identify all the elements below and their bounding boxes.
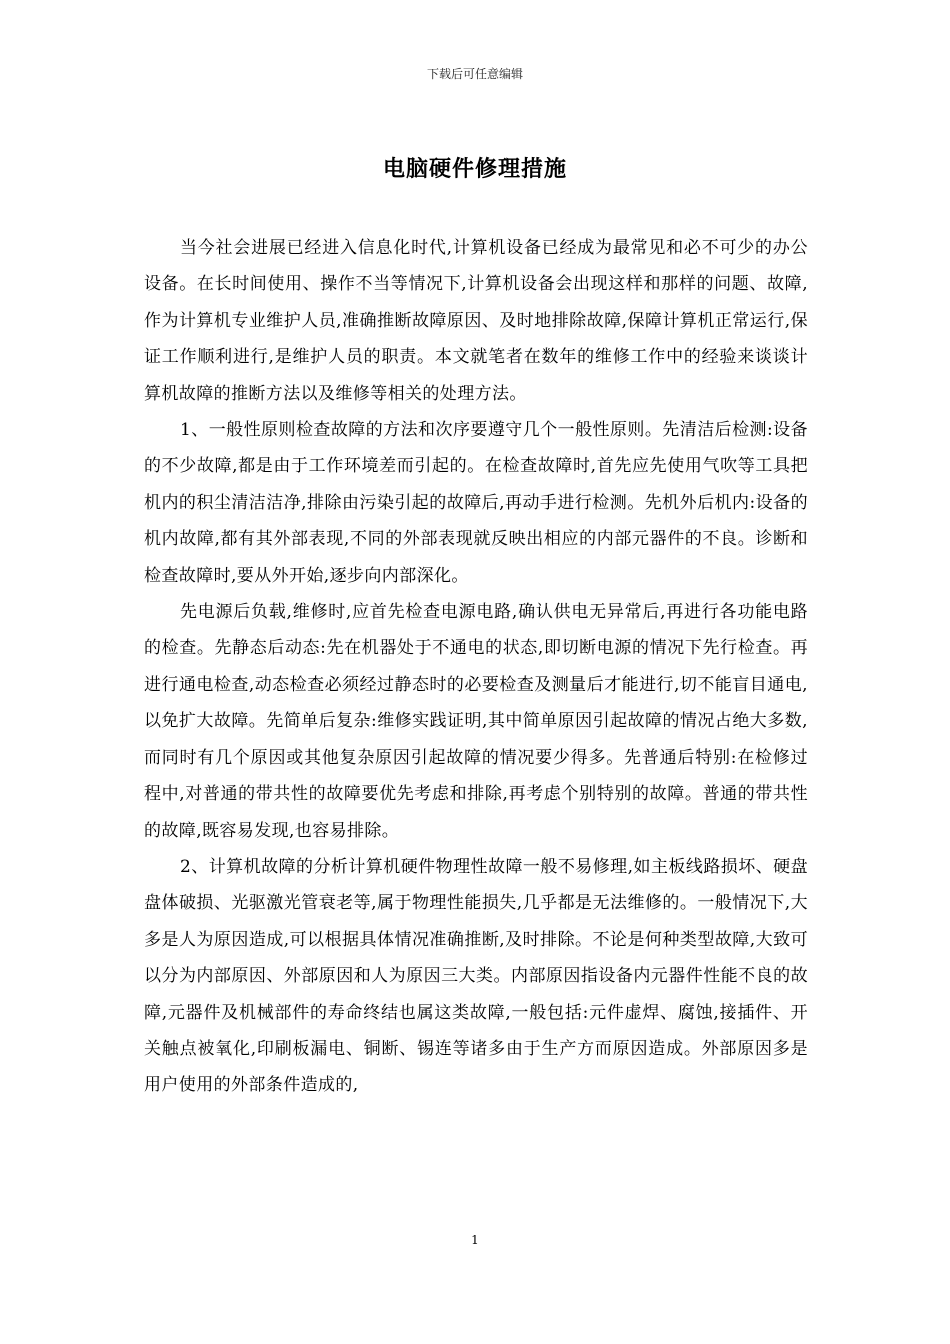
paragraph-power-before-load: 先电源后负载,维修时,应首先检查电源电路,确认供电无异常后,再进行各功能电路的检查。先静态后动态:先在机器处于不通电的状态,即切断电源的情况下先行检查。再进行通电检查,动态检查必须经过静态时的必要检查及测量后才能进行,切不能盲目通电,以免扩大故障。先简单后复杂:维修实践证明,其中简单原因引起故障的情况占绝大多数,而同时有几个原因或其他复杂原因引起故障的情况要少得多。先普通后特别:在检修过程中,对普通的带共性的故障要优先考虑和排除,再考虑个别特别的故障。普通的带共性的故障,既容易发现,也容易排除。 — [144, 602, 808, 841]
page-header-note: 下载后可任意编辑 — [426, 67, 523, 81]
paragraph-fault-analysis: 2、计算机故障的分析计算机硬件物理性故障一般不易修理,如主板线路损坏、硬盘盘体破损、光驱激光管衰老等,属于物理性能损失,几乎都是无法维修的。一般情况下,大多是人为原因造成,可以根据具体情况准确推断,及时排除。不论是何种类型故障,大致可以分为内部原因、外部原因和人为原因三大类。内部原因指设备内元器件性能不良的故障,元器件及机械部件的寿命终结也属这类故障,一般包括:元件虚焊、腐蚀,接插件、开关触点被氧化,印刷板漏电、铜断、锡连等诸多由于生产方而原因造成。外部原因多是用户使用的外部条件造成的, — [144, 856, 808, 1096]
document-body — [144, 230, 808, 1104]
page-number: 1 — [471, 1233, 479, 1247]
paragraph-intro: 当今社会进展已经进入信息化时代,计算机设备已经成为最常见和必不可少的办公设备。在长时间使用、操作不当等情况下,计算机设备会出现这样和那样的问题、故障,作为计算机专业维护人员,准确推断故障原因、及时地排除故障,保障计算机正常运行,保证工作顺利进行,是维护人员的职责。本文就笔者在数年的维修工作中的经验来谈谈计算机故障的推断方法以及维修等相关的处理方法。 — [144, 238, 808, 404]
paragraph-general-principles: 1、一般性原则检查故障的方法和次序要遵守几个一般性原则。先清洁后检测:设备的不少故障,都是由于工作环境差而引起的。在检查故障时,首先应先使用气吹等工具把机内的积尘清洁洁净,排除由污染引起的故障后,再动手进行检测。先机外后机内:设备的机内故障,都有其外部表现,不同的外部表现就反映出相应的内部元器件的不良。诊断和检查故障时,要从外开始,逐步向内部深化。 — [144, 420, 808, 586]
document-title: 电脑硬件修理措施 — [382, 157, 567, 182]
